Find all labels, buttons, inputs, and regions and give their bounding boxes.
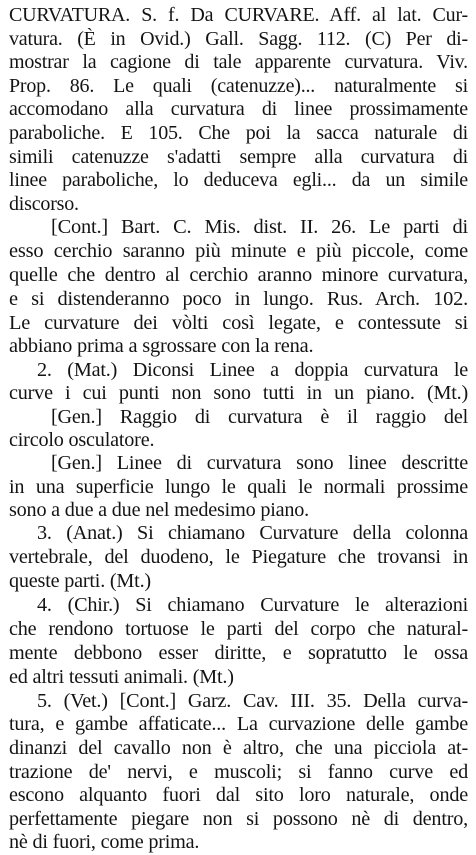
sense-lines-of-curvature bbox=[9, 452, 468, 522]
text-line: Prop. 86. Le quali (catenuzze)... naturalmente si bbox=[9, 74, 468, 97]
sense-5-veterinary bbox=[9, 690, 468, 855]
text-line: CURVATURA. S. f. Da CURVARE. Aff. al lat. Cur- bbox=[9, 4, 468, 26]
text-line: 5. (Vet.) [Cont.] Garz. Cav. III. 35. Della curva- bbox=[37, 689, 468, 712]
text-line: 4. (Chir.) Si chiamano Curvature le alterazioni bbox=[37, 594, 468, 617]
text-line: abbiano prima a sgrossare con la rena. bbox=[9, 335, 314, 358]
citation-bartoli bbox=[9, 216, 468, 359]
text-line: mente debbono esser diritte, e sopratutto le ossa bbox=[9, 641, 468, 664]
text-line: vatura. (È in Ovid.) Gall. Sagg. 112. (C) Per di- bbox=[9, 27, 468, 50]
sense-3-anatomy bbox=[9, 522, 468, 594]
text-line: perfettamente piegare non si possono nè di dentro, bbox=[9, 807, 468, 830]
text-line: circolo osculatore. bbox=[9, 429, 155, 452]
text-line: paraboliche. E 105. Che poi la sacca naturale di bbox=[9, 121, 468, 144]
text-line: discorso. bbox=[9, 192, 79, 215]
text-line: ed altri tessuti animali. (Mt.) bbox=[9, 665, 234, 688]
text-line: accomodano alla curvatura di linee prossimamente bbox=[9, 98, 468, 121]
text-line: che rendono tortuose le parti del corpo che natural- bbox=[9, 618, 468, 641]
text-line: nè di fuori, come prima. bbox=[9, 831, 200, 854]
text-line: simili catenuzze s'adatti sempre alla curvatura di bbox=[9, 145, 468, 168]
sense-2-mathematics bbox=[9, 359, 468, 406]
text-line: queste parti. (Mt.) bbox=[9, 570, 151, 593]
text-line: sono a due a due nel medesimo piano. bbox=[9, 499, 310, 522]
text-line: dinanzi del cavallo non è altro, che una picciola at- bbox=[9, 736, 468, 759]
text-line: tura, e gambe affaticate... La curvazione delle gambe bbox=[9, 713, 468, 736]
text-line: trazione de' nervi, e muscoli; si fanno curve ed bbox=[9, 760, 468, 783]
text-line: linee paraboliche, lo deduceva egli... da un simile bbox=[9, 169, 468, 192]
text-line: esso cerchio saranno più minute e più piccole, come bbox=[9, 240, 468, 263]
text-line: quelle che dentro al cerchio aranno minore curvatura, bbox=[9, 263, 468, 286]
entry-definition bbox=[9, 4, 468, 216]
text-line: 3. (Anat.) Si chiamano Curvature della colonna bbox=[37, 522, 468, 545]
text-line: curve i cui punti non sono tutti in un piano. (Mt.) bbox=[9, 382, 468, 405]
text-line: vertebrale, del duodeno, le Piegature che trovansi in bbox=[9, 546, 468, 569]
sense-radius-of-curvature bbox=[9, 406, 468, 453]
text-line: [Cont.] Bart. C. Mis. dist. II. 26. Le parti di bbox=[51, 216, 468, 239]
text-line: 2. (Mat.) Diconsi Linee a doppia curvatura le bbox=[37, 359, 468, 382]
text-line: [Gen.] Linee di curvatura sono linee descritte bbox=[51, 452, 468, 475]
sense-4-surgery bbox=[9, 594, 468, 690]
text-line: mostrar la cagione di tale apparente curvatura. Viv. bbox=[9, 51, 468, 74]
text-line: escono alquanto fuori dal sito loro naturale, onde bbox=[9, 784, 468, 807]
text-line: Le curvature dei vòlti così legate, e contessute si bbox=[9, 311, 468, 334]
text-line: in una superficie lungo le quali le normali prossime bbox=[9, 475, 468, 498]
text-line: e si distenderanno poco in lungo. Rus. Arch. 102. bbox=[9, 287, 468, 310]
text-line: [Gen.] Raggio di curvatura è il raggio del bbox=[51, 405, 468, 428]
